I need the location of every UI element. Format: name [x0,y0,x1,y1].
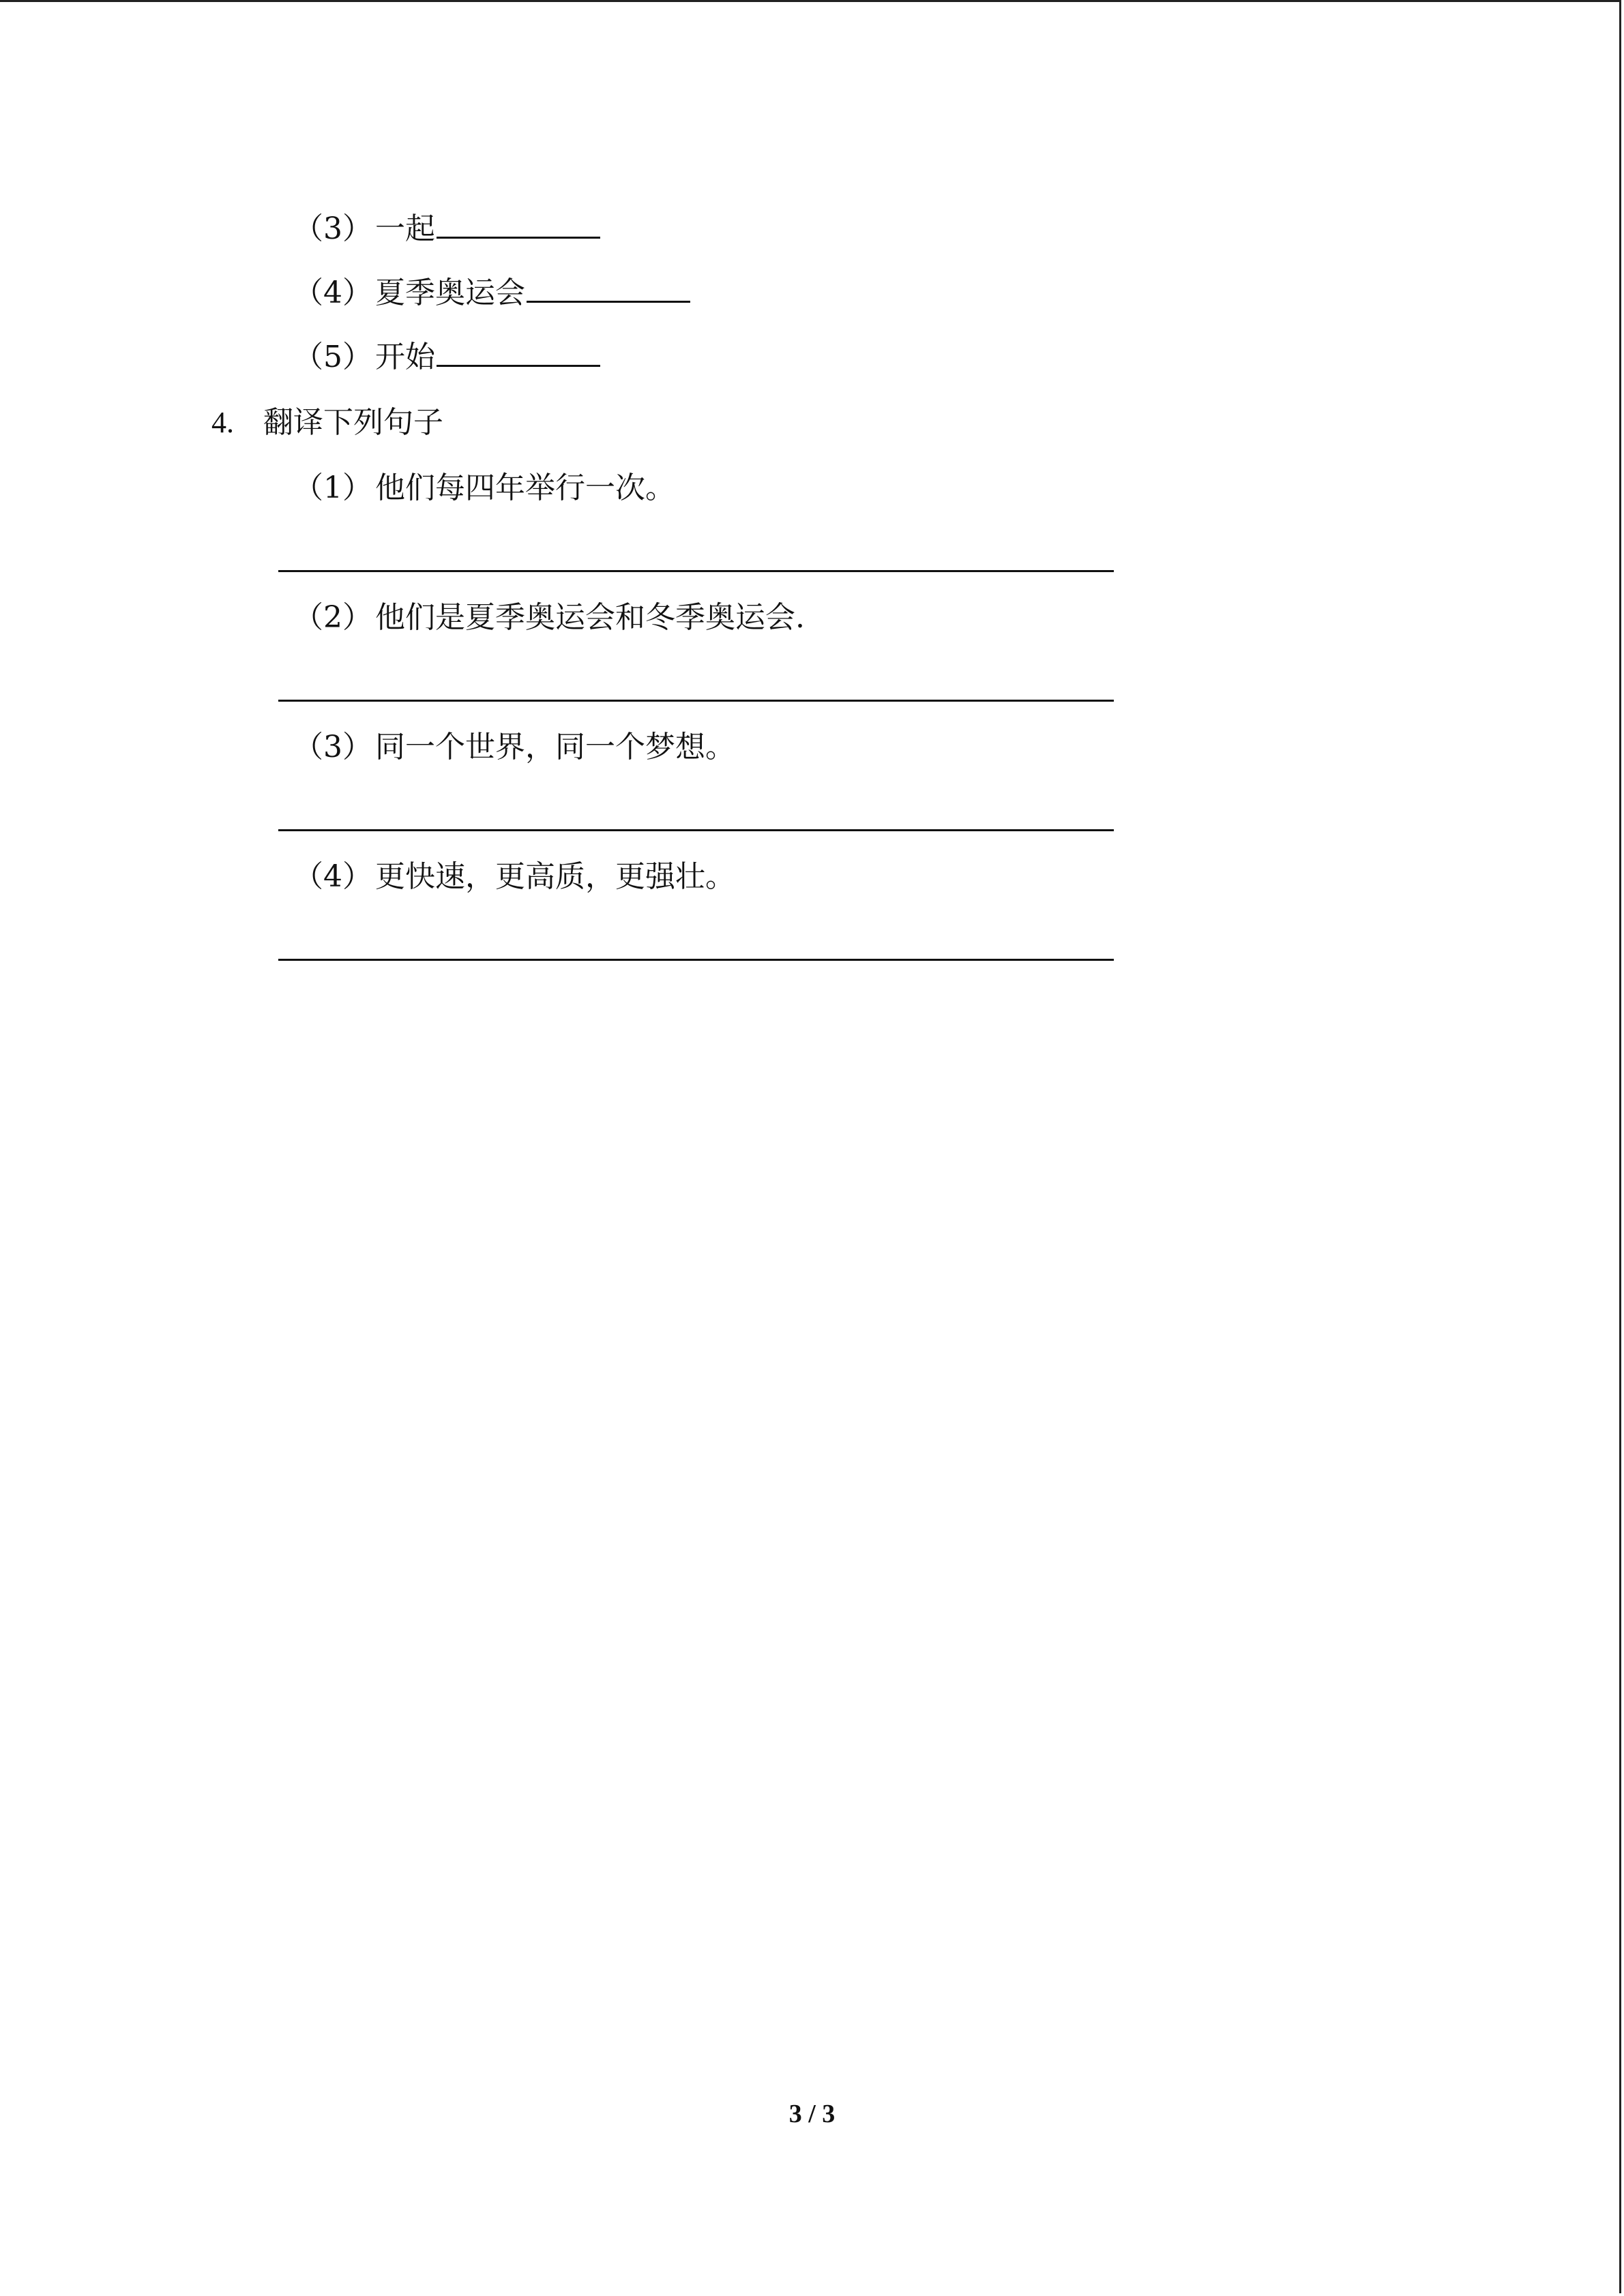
section-number: 4. [211,406,234,439]
sentence-text: 同一个世界，同一个梦想。 [375,730,735,764]
sentence-item [293,856,735,897]
item-number: （3） [293,211,372,246]
sentence-item [293,468,675,509]
section-title [211,402,443,443]
answer-line[interactable] [278,570,1114,572]
sentence-item [293,597,805,638]
item-number: （5） [293,340,372,374]
item-word: 一起 [375,211,435,246]
answer-line[interactable] [278,700,1114,702]
vocab-item [293,209,600,250]
answer-line[interactable] [278,829,1114,831]
section-heading: 翻译下列句子 [263,405,443,440]
page-number: 3 / 3 [788,2100,836,2128]
sentence-text: 他们是夏季奥运会和冬季奥运会. [375,600,805,635]
vocab-item [293,337,600,378]
answer-line[interactable] [278,959,1114,961]
sentence-number: （4） [293,859,372,894]
sentence-number: （1） [293,471,372,505]
item-number: （4） [293,275,372,310]
item-word: 夏季奥运会 [375,275,525,310]
sentence-number: （3） [293,730,372,764]
sentence-text: 他们每四年举行一次。 [375,471,675,505]
item-word: 开始 [375,340,435,374]
fill-blank[interactable] [437,209,600,239]
fill-blank[interactable] [527,273,690,303]
vocab-item [293,273,690,314]
sentence-number: （2） [293,600,372,635]
sentence-text: 更快速，更高质，更强壮。 [375,859,735,894]
fill-blank[interactable] [437,338,600,367]
sentence-item [293,727,735,768]
